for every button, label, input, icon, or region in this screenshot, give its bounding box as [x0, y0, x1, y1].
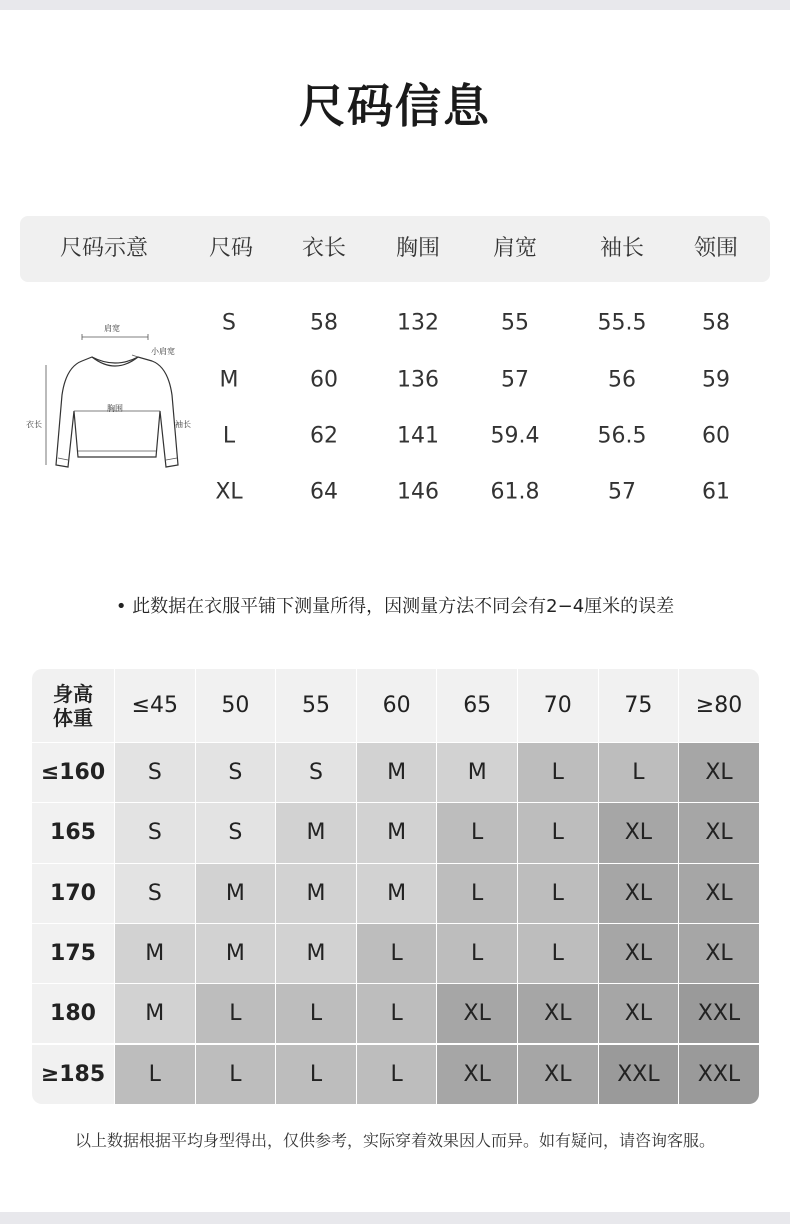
size-recommendation-cell: M	[276, 924, 356, 983]
height-header: ≥185	[32, 1045, 114, 1104]
size-recommendation-cell: XL	[679, 743, 759, 802]
header-sleeve: 袖长	[599, 236, 645, 261]
weight-header: 50	[196, 669, 276, 742]
sweater-diagram	[20, 315, 200, 485]
size-recommendation-cell: L	[518, 743, 598, 802]
size-recommendation-cell: L	[196, 984, 276, 1043]
size-recommendation-cell: M	[196, 924, 276, 983]
size-cell-shoulder: 61.8	[490, 479, 540, 505]
size-recommendation-cell: XL	[599, 803, 679, 862]
page-title: 尺码信息	[299, 79, 491, 133]
header-collar: 领围	[693, 236, 739, 261]
weight-header: 75	[599, 669, 679, 742]
weight-header: 60	[357, 669, 437, 742]
size-recommendation-cell: L	[437, 803, 517, 862]
weight-header: 70	[518, 669, 598, 742]
size-recommendation-cell: L	[437, 864, 517, 923]
measurement-note: • 此数据在衣服平铺下测量所得，因测量方法不同会有2−4厘米的误差	[115, 596, 675, 617]
size-recommendation-cell: M	[357, 743, 437, 802]
size-cell-sleeve: 57	[608, 479, 636, 505]
size-recommendation-cell: XXL	[599, 1045, 679, 1104]
height-header: 180	[32, 984, 114, 1043]
footer-disclaimer: 以上数据根据平均身型得出，仅供参考，实际穿着效果因人而异。如有疑问，请咨询客服。	[74, 1131, 715, 1150]
size-cell-chest: 136	[397, 367, 439, 393]
size-recommendation-cell: XL	[679, 924, 759, 983]
size-recommendation-cell: XXL	[679, 984, 759, 1043]
size-cell-shoulder: 57	[501, 367, 529, 393]
size-cell-length: 60	[310, 367, 338, 393]
header-diagram: 尺码示意	[59, 236, 149, 261]
size-recommendation-cell: XL	[437, 984, 517, 1043]
size-cell-size: L	[222, 423, 236, 449]
weight-header: 65	[437, 669, 517, 742]
size-recommendation-cell: L	[276, 984, 356, 1043]
size-recommendation-cell: L	[276, 1045, 356, 1104]
top-band	[0, 0, 790, 10]
size-recommendation-cell: S	[115, 864, 195, 923]
height-header: 170	[32, 864, 114, 923]
header-length: 衣长	[301, 236, 347, 261]
diagram-label-length: 衣长	[26, 420, 42, 429]
size-recommendation-cell: L	[115, 1045, 195, 1104]
matrix-corner	[32, 669, 114, 742]
size-cell-sleeve: 56	[608, 367, 636, 393]
diagram-label-shoulder: 肩宽	[104, 324, 120, 333]
size-cell-size: S	[222, 310, 236, 336]
weight-header: ≤45	[115, 669, 195, 742]
size-recommendation-cell: M	[115, 924, 195, 983]
corner-height-label: 身高	[53, 681, 93, 706]
size-recommendation-cell: L	[599, 743, 679, 802]
size-recommendation-cell: S	[276, 743, 356, 802]
size-recommendation-cell: M	[276, 864, 356, 923]
diagram-label-sleeve: 袖长	[175, 420, 191, 429]
size-recommendation-cell: XXL	[679, 1045, 759, 1104]
size-recommendation-cell: L	[518, 803, 598, 862]
size-cell-size: XL	[215, 479, 243, 505]
weight-header: ≥80	[679, 669, 759, 742]
height-header: 175	[32, 924, 114, 983]
size-recommendation-cell: M	[437, 743, 517, 802]
size-cell-chest: 132	[397, 310, 439, 336]
sweater-icon	[20, 315, 200, 485]
size-cell-chest: 141	[397, 423, 439, 449]
height-header: ≤160	[32, 743, 114, 802]
size-recommendation-cell: XL	[518, 1045, 598, 1104]
size-recommendation-cell: L	[357, 924, 437, 983]
size-recommendation-cell: XL	[679, 803, 759, 862]
corner-weight-label: 体重	[53, 705, 93, 730]
size-recommendation-cell: L	[518, 924, 598, 983]
size-recommendation-cell: XL	[679, 864, 759, 923]
size-recommendation-cell: L	[357, 984, 437, 1043]
header-size: 尺码	[208, 236, 254, 261]
diagram-label-chest: 胸围	[107, 404, 123, 413]
header-chest: 胸围	[395, 236, 441, 261]
size-recommendation-cell: XL	[518, 984, 598, 1043]
size-cell-collar: 60	[702, 423, 730, 449]
weight-header: 55	[276, 669, 356, 742]
size-recommendation-cell: M	[276, 803, 356, 862]
size-recommendation-cell: S	[115, 803, 195, 862]
size-recommendation-cell: M	[357, 864, 437, 923]
height-header: 165	[32, 803, 114, 862]
header-shoulder: 肩宽	[492, 236, 538, 261]
size-recommendation-cell: XL	[599, 984, 679, 1043]
size-cell-size: M	[219, 367, 239, 393]
size-recommendation-matrix	[32, 669, 759, 1104]
size-cell-length: 64	[310, 479, 338, 505]
diagram-label-small-shoulder: 小肩宽	[151, 347, 175, 356]
size-recommendation-cell: XL	[599, 864, 679, 923]
size-recommendation-cell: XL	[599, 924, 679, 983]
size-cell-chest: 146	[397, 479, 439, 505]
size-recommendation-cell: L	[196, 1045, 276, 1104]
size-table-header	[20, 216, 770, 282]
size-recommendation-cell: L	[437, 924, 517, 983]
bottom-band	[0, 1212, 790, 1224]
size-recommendation-cell: M	[115, 984, 195, 1043]
size-cell-shoulder: 59.4	[490, 423, 540, 449]
size-recommendation-cell: M	[196, 864, 276, 923]
size-recommendation-cell: XL	[437, 1045, 517, 1104]
size-cell-length: 58	[310, 310, 338, 336]
size-cell-sleeve: 56.5	[597, 423, 647, 449]
size-recommendation-cell: M	[357, 803, 437, 862]
size-recommendation-cell: S	[196, 743, 276, 802]
size-cell-collar: 59	[702, 367, 730, 393]
size-cell-collar: 61	[702, 479, 730, 505]
size-cell-sleeve: 55.5	[597, 310, 647, 336]
size-recommendation-cell: S	[115, 743, 195, 802]
size-recommendation-cell: L	[357, 1045, 437, 1104]
size-recommendation-cell: L	[518, 864, 598, 923]
size-cell-length: 62	[310, 423, 338, 449]
size-cell-collar: 58	[702, 310, 730, 336]
size-recommendation-cell: S	[196, 803, 276, 862]
size-cell-shoulder: 55	[501, 310, 529, 336]
